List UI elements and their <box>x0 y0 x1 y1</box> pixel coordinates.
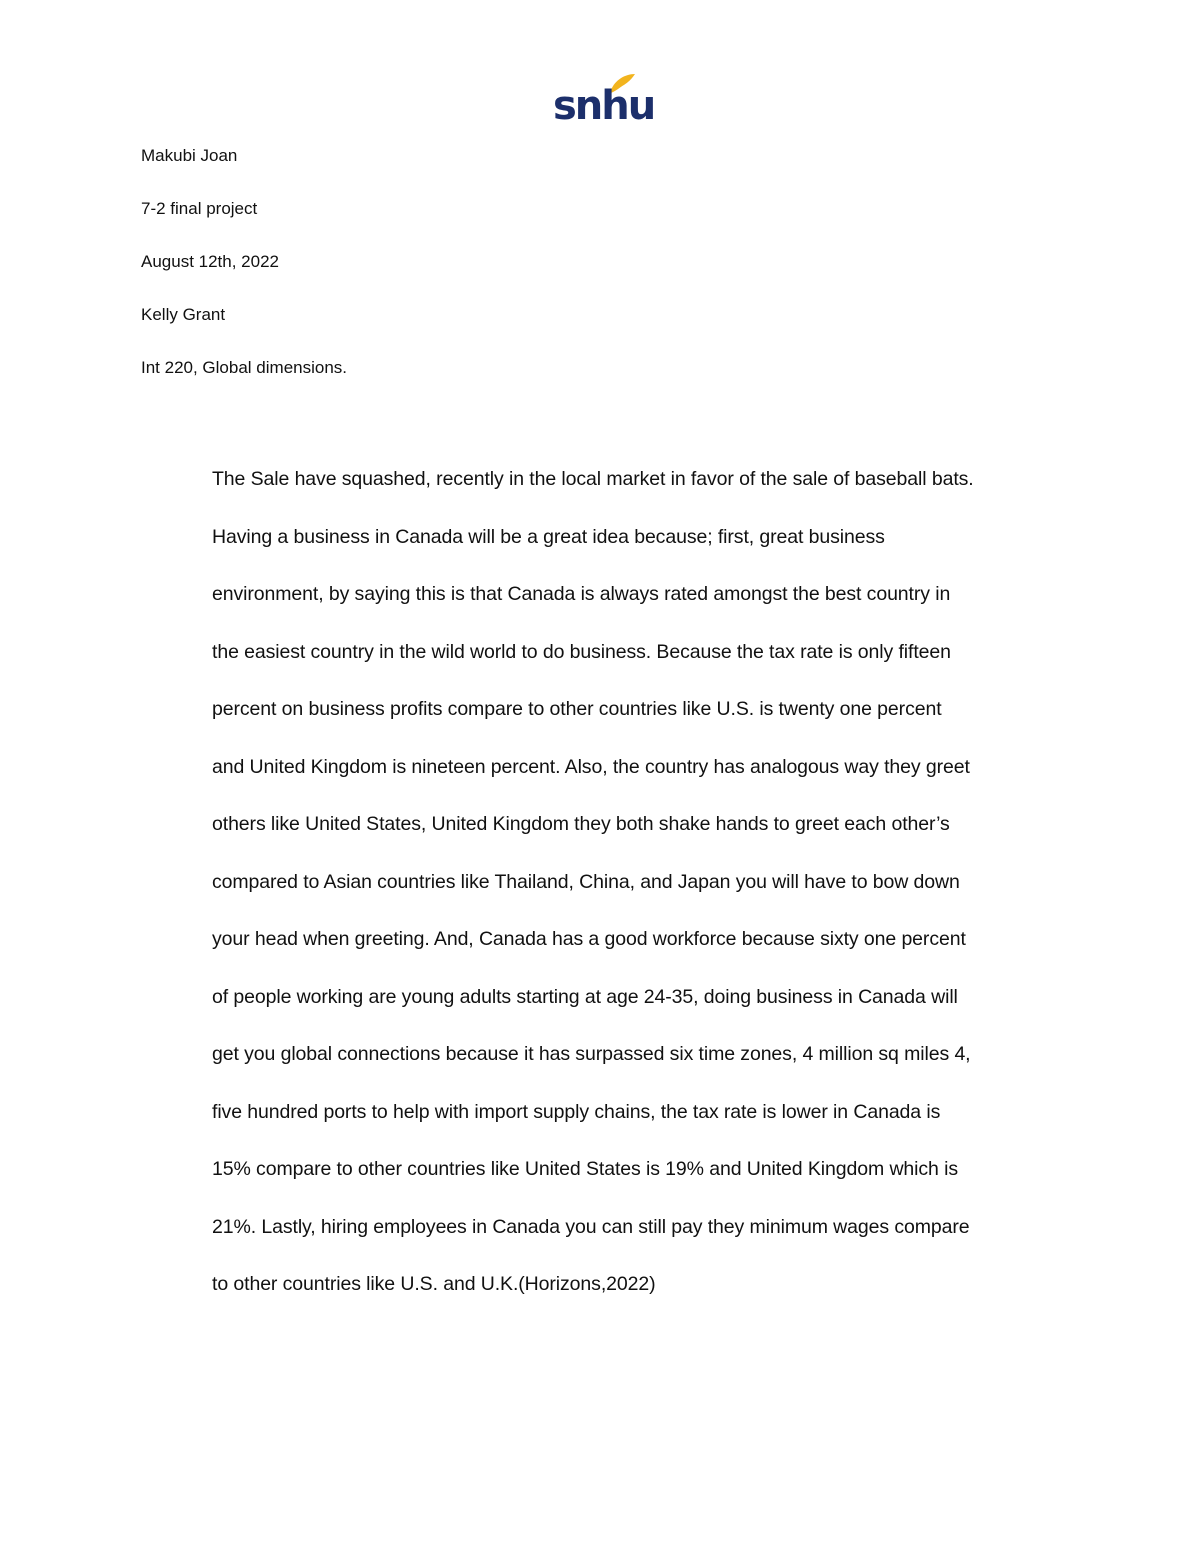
snhu-logo <box>553 70 655 136</box>
submission-date: August 12th, 2022 <box>141 252 280 271</box>
essay-line: others like United States, United Kingdom they both shake hands to greet each other’s <box>212 813 950 835</box>
assignment-title: 7-2 final project <box>141 199 258 218</box>
essay-line: of people working are young adults starting at age 24-35, doing business in Canada will <box>212 985 958 1008</box>
essay-line: five hundred ports to help with import supply chains, the tax rate is lower in Canada is <box>212 1100 941 1123</box>
essay-line: to other countries like U.S. and U.K.(Horizons,2022) <box>212 1273 656 1295</box>
essay-line: and United Kingdom is nineteen percent. Also, the country has analogous way they greet <box>212 755 970 778</box>
instructor-name: Kelly Grant <box>141 305 226 324</box>
essay-body <box>212 464 1072 1327</box>
header-info <box>141 144 347 409</box>
essay-line: 15% compare to other countries like United States is 19% and United Kingdom which is <box>212 1158 958 1180</box>
essay-line: Having a business in Canada will be a great idea because; first, great business <box>212 525 885 548</box>
essay-line: 21%. Lastly, hiring employees in Canada you can still pay they minimum wages compare <box>212 1215 970 1238</box>
essay-line: your head when greeting. And, Canada has a good workforce because sixty one percent <box>212 928 966 950</box>
logo-wordmark: snhu <box>553 83 655 129</box>
author-name: Makubi Joan <box>141 146 238 165</box>
essay-line: environment, by saying this is that Canada is always rated amongst the best country in <box>212 583 951 605</box>
essay-line: compared to Asian countries like Thailand, China, and Japan you will have to bow down <box>212 870 960 893</box>
course-name: Int 220, Global dimensions. <box>141 358 348 377</box>
essay-line: get you global connections because it has surpassed six time zones, 4 million sq miles 4, <box>212 1043 971 1065</box>
essay-line: the easiest country in the wild world to do business. Because the tax rate is only fifteen <box>212 640 951 663</box>
essay-line: The Sale have squashed, recently in the local market in favor of the sale of baseball bats. <box>212 468 974 490</box>
essay-line: percent on business profits compare to other countries like U.S. is twenty one percent <box>212 698 942 720</box>
